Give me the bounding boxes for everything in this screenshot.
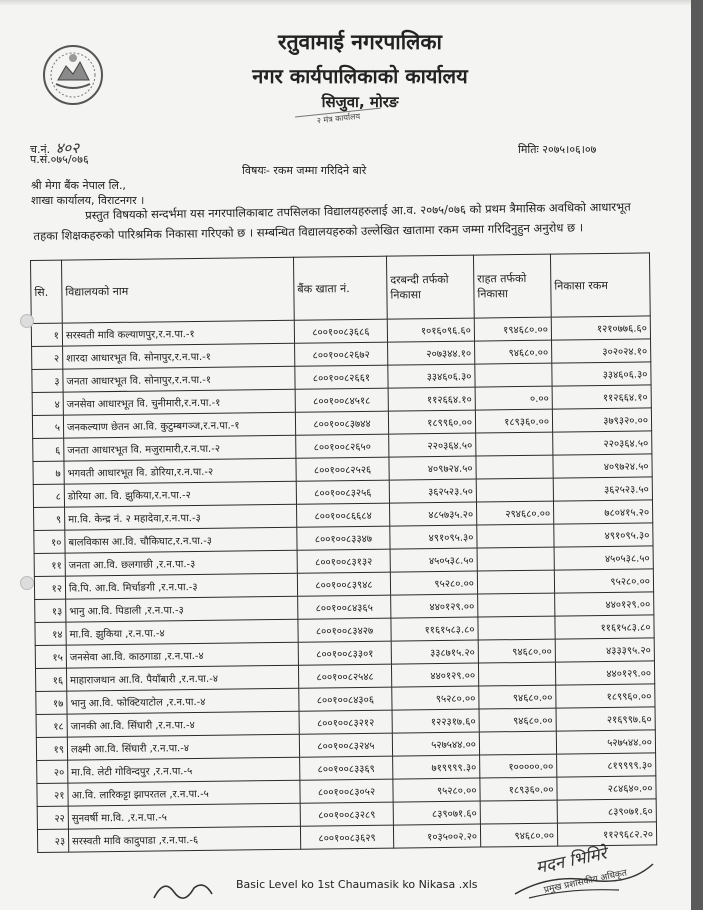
header-account: बैंक खाता नं. [293,256,387,320]
row-total-amount: ९५२८०.०० [554,569,653,593]
row-rahat-amount [478,662,555,686]
disbursement-table [30,252,657,853]
row-account-number: ८००१००८२६७२ [295,342,388,366]
row-darbandi-amount: ३६२५२३.५० [389,479,476,503]
row-sn: ७ [33,461,64,484]
row-school-name: भानु आ.वि. फोक्टियाटोल ,र.न.पा.-४ [67,688,299,714]
row-school-name: शारदा आधारभूत वि. सोनापुर,र.न.पा.-१ [63,343,295,369]
scan-top-shadow [0,0,703,6]
row-total-amount: ४३३३९५.२० [555,638,654,662]
row-sn: ४ [32,392,63,415]
row-total-amount: ३७९३२०.०० [552,408,651,432]
row-total-amount: १२१०७७६.६० [551,316,650,340]
row-darbandi-amount: ११६१५८३.८० [391,617,478,641]
row-school-name: सरस्वती मावि कादुपाडा ,र.न.पा.-६ [68,826,300,852]
row-sn: ८ [33,484,64,507]
row-school-name: जनसेवा आधारभूत वि. चुनीमारी,र.न.पा.-१ [63,389,295,415]
officer-signature [509,844,659,904]
letter-body [33,196,646,246]
row-account-number: ८००१००८३२५६ [296,480,389,504]
addressee-line-2: शाखा कार्यालय, विराटनगर । [31,194,145,207]
letter-series: प.सं.०७५/०७६ [30,153,89,166]
row-account-number: ८००१००८३१३२ [297,549,390,573]
table-body [31,316,656,853]
row-rahat-amount: १०००००.०० [480,754,557,778]
header-school-name: विद्यालयको नाम [62,257,295,323]
punch-hole-top [20,314,34,328]
row-total-amount: १८९९६०.०० [556,684,655,708]
row-darbandi-amount: ७१९९९९.३० [393,755,480,779]
row-account-number: ८००१००८३७४४ [295,411,388,435]
row-account-number: ८००१००८४५१८ [295,388,388,412]
office-location: सिजुवा, मोरङ [321,93,399,111]
row-account-number: ८००१००८६६८४ [297,503,390,527]
office-name: नगर कार्यपालिकाको कार्यालय [252,64,468,88]
row-school-name: मा.वि. झुकिया ,र.न.पा.-४ [66,619,298,645]
row-total-amount: ११६१५८३.८० [555,615,654,639]
row-total-amount: २८४६४०.०० [557,776,656,800]
row-darbandi-amount: १२२३१७.६० [392,709,479,733]
row-school-name: जनता आधारभूत वि. मजुरामारी,र.न.पा.-२ [64,435,296,461]
signature-title: प्रमुख प्रशासकीय अधिकृत [543,868,628,896]
row-darbandi-amount: ५२७५४४.०० [392,732,479,756]
row-rahat-amount [476,455,553,479]
row-sn: १० [34,530,65,553]
row-rahat-amount [477,547,554,571]
row-school-name: आ.वि. लारिकट्टा झापरतल ,र.न.पा.-५ [68,780,300,806]
row-school-name: भगवती आधारभूत वि. डोरिया,र.न.पा.-२ [64,458,296,484]
row-darbandi-amount: १०३५००२.२० [393,824,480,848]
row-account-number: ८००१००८३०५२ [300,779,393,803]
row-account-number: ८००१००८२६५० [296,434,389,458]
row-darbandi-amount: ९५२८०.०० [393,778,480,802]
row-darbandi-amount: ४०९७२४.५० [389,456,476,480]
row-darbandi-amount: ४४०१२९.०० [391,594,478,618]
row-rahat-amount [476,478,553,502]
row-darbandi-amount: ३३४६०६.३० [388,364,475,388]
initial-signature [150,874,240,904]
row-darbandi-amount: २०७३४४.१० [388,341,475,365]
row-rahat-amount [479,731,556,755]
row-sn: २ [32,346,63,369]
office-stamp: २ मंत्र कार्यालय [295,108,383,140]
row-sn: २१ [37,783,68,806]
row-school-name: वि.पि. आ.वि. मिर्चाङगी ,र.न.पा.-३ [65,573,297,599]
row-sn: २३ [37,829,68,852]
header-total: निकासा रकम [550,253,650,317]
letter-body-text: प्रस्तुत विषयको सन्दर्भमा यस नगरपालिकाबाट तपसिलका विद्यालयहरुलाई आ.व. २०७५/०७६ को प्रथम त्रैमासिक अवधिको आधारभूत तहका शिक्षकहरुको पारिश्रमिक निकासा गरिएको छ । सम्बन्धित विद्यालयहरुको उल्लेखित खातामा रकम जम्मा गरिदिनुहुन अनुरोध छ । [33,199,631,243]
row-rahat-amount [478,616,555,640]
row-rahat-amount: ०.०० [475,386,552,410]
row-total-amount: ८१९९९९.३० [557,753,656,777]
row-account-number: ८००१००८३२४५ [299,733,392,757]
row-total-amount: ४९१०९५.३० [554,523,653,547]
row-school-name: जनसेवा आ.वि. काठगाडा ,र.न.पा.-४ [66,642,298,668]
row-account-number: ८००१००८३३६९ [300,756,393,780]
row-school-name: लक्ष्मी आ.वि. सिंघारी ,र.न.पा.-४ [67,734,299,760]
row-darbandi-amount: ११२६६४.१० [388,387,475,411]
row-sn: १ [31,323,62,346]
row-darbandi-amount: ३३८७१५.२० [391,640,478,664]
row-darbandi-amount: ४८५७३५.२० [389,502,476,526]
row-account-number: ८००१००८३४२७ [298,618,391,642]
row-rahat-amount: ९४६८०.०० [480,823,557,847]
row-rahat-amount [480,800,557,824]
row-account-number: ८००१००८३२१२ [299,710,392,734]
row-rahat-amount: ९४६८०.०० [475,340,552,364]
punch-hole-bottom [20,576,34,590]
letter-date: मितिः २०७५।०६।०७ [518,143,597,156]
row-account-number: ८००१००८३९४८ [297,572,390,596]
row-rahat-amount: १९४६८०.०० [474,317,551,341]
row-sn: १९ [36,737,67,760]
row-rahat-amount: ९४६८०.०० [478,639,555,663]
row-account-number: ८००१००८२५२६ [296,457,389,481]
row-total-amount: ११२६६४.१० [552,385,651,409]
row-total-amount: ११२९६८२.२० [557,822,656,846]
row-school-name: मा.वि. केन्द्र नं. २ महादेवा,र.न.पा.-३ [65,504,297,530]
row-darbandi-amount: १८९९६०.०० [388,410,475,434]
scan-right-edge [691,0,703,910]
row-school-name: सुनवर्षी मा.वि. ,र.न.पा.-५ [68,803,300,829]
row-total-amount: ४४०१२९.०० [555,661,654,685]
row-darbandi-amount: ४४०१२९.०० [391,663,478,687]
row-sn: १६ [35,668,66,691]
table-header-row [31,253,651,324]
row-school-name: जनता आधारभूत वि. सोनापुर,र.न.पा.-१ [63,366,295,392]
row-rahat-amount: ९४६८०.०० [479,685,556,709]
disbursement-table-wrap [30,252,657,853]
row-sn: २२ [37,806,68,829]
row-sn: १८ [36,714,67,737]
row-sn: १४ [35,622,66,645]
row-sn: २० [37,760,68,783]
row-school-name: जानकी आ.वि. सिंघारी ,र.न.पा.-४ [67,711,299,737]
row-total-amount: ४४०१२९.०० [555,592,654,616]
row-account-number: ८००१००८३३४७ [297,526,390,550]
row-rahat-amount: २९४६८०.०० [476,501,553,525]
header-sn: सि. [31,260,63,323]
row-darbandi-amount: ९५२८०.०० [390,571,477,595]
row-darbandi-amount: ४५०५३८.५० [390,548,477,572]
row-total-amount: ८३९०७१.६० [557,799,656,823]
row-total-amount: ४०९७२४.५० [553,454,652,478]
addressee-line-1: श्री मेगा बैंक नेपाल लि., [31,179,126,192]
row-school-name: जनकल्याण छेतन आ.वि. कुटुम्बगञ्ज,र.न.पा.-१ [63,412,295,438]
dispatch-value: ४०२ [55,139,79,157]
row-school-name: मा.वि. लेटी गोविन्दपुर ,र.न.पा.-५ [68,757,300,783]
row-darbandi-amount: ८३९०७१.६० [393,801,480,825]
row-rahat-amount [478,593,555,617]
row-total-amount: ३३४६०६.३० [552,362,651,386]
row-total-amount: ५२७५४४.०० [556,730,655,754]
row-rahat-amount [475,363,552,387]
row-school-name: सरस्वती मावि कल्याणपुर,र.न.पा.-१ [62,320,294,346]
row-sn: १२ [34,576,65,599]
signature-name: मदन भिमिरे [534,843,609,879]
dispatch-label: च.नं. [30,143,51,156]
row-account-number: ८००१००८४३६५ [298,595,391,619]
row-total-amount: ४५०५३८.५० [554,546,653,570]
row-sn: ९ [34,507,65,530]
row-account-number: ८००१००८२६६१ [295,365,388,389]
row-total-amount: २१६९९७.६० [556,707,655,731]
row-account-number: ८००१००८३३०१ [298,641,391,665]
row-sn: ३ [32,369,63,392]
footer-filename: Basic Level ko 1st Chaumasik ko Nikasa .xls [236,878,478,891]
row-darbandi-amount: ९५२८०.०० [392,686,479,710]
row-rahat-amount: १८९३६०.०० [480,777,557,801]
row-darbandi-amount: २२०३६४.५० [389,433,476,457]
letter-subject: विषयः- रकम जम्मा गरिदिने बारे [242,164,367,177]
row-total-amount: ७८०४१५.२० [553,500,652,524]
row-account-number: ८००१००८२५४८ [298,664,391,688]
row-rahat-amount [477,570,554,594]
header-darbandi: दरबन्दी तर्फको निकासा [386,255,474,319]
header-rahat: राहत तर्फको निकासा [473,254,551,318]
nepal-emblem-icon [42,44,104,106]
row-sn: ११ [34,553,65,576]
row-school-name: बालविकास आ.वि. चौकिघाट,र.न.पा.-३ [65,527,297,553]
row-rahat-amount: ९४६८०.०० [479,708,556,732]
row-account-number: ८००१००८३६२९ [300,825,393,849]
row-rahat-amount [477,524,554,548]
row-darbandi-amount: १०१६०९६.६० [387,318,474,342]
row-account-number: ८००१००८४३०६ [299,687,392,711]
row-sn: १७ [36,691,67,714]
org-name: रतुवामाई नगरपालिका [278,30,442,54]
row-sn: १५ [35,645,66,668]
row-total-amount: ३६२५२३.५० [553,477,652,501]
row-school-name: भानु आ.वि. पिडाली ,र.न.पा.-३ [66,596,298,622]
row-rahat-amount [476,432,553,456]
row-school-name: माहाराजथान आ.वि. पैयाँबारी ,र.न.पा.-४ [66,665,298,691]
row-sn: ५ [32,415,63,438]
row-rahat-amount: १८९३६०.०० [475,409,552,433]
row-sn: ६ [33,438,64,461]
row-account-number: ८००१००८३२८९ [300,802,393,826]
row-sn: १३ [35,599,66,622]
row-school-name: डोरिया आ. वि. झुकिया,र.न.पा.-२ [64,481,296,507]
row-total-amount: ३०२०२४.१० [552,339,651,363]
row-total-amount: २२०३६४.५० [553,431,652,455]
row-darbandi-amount: ४९१०९५.३० [390,525,477,549]
row-school-name: जनता आ.वि. छलगाछी ,र.न.पा.-३ [65,550,297,576]
row-account-number: ८००१००८३६८६ [294,319,387,343]
